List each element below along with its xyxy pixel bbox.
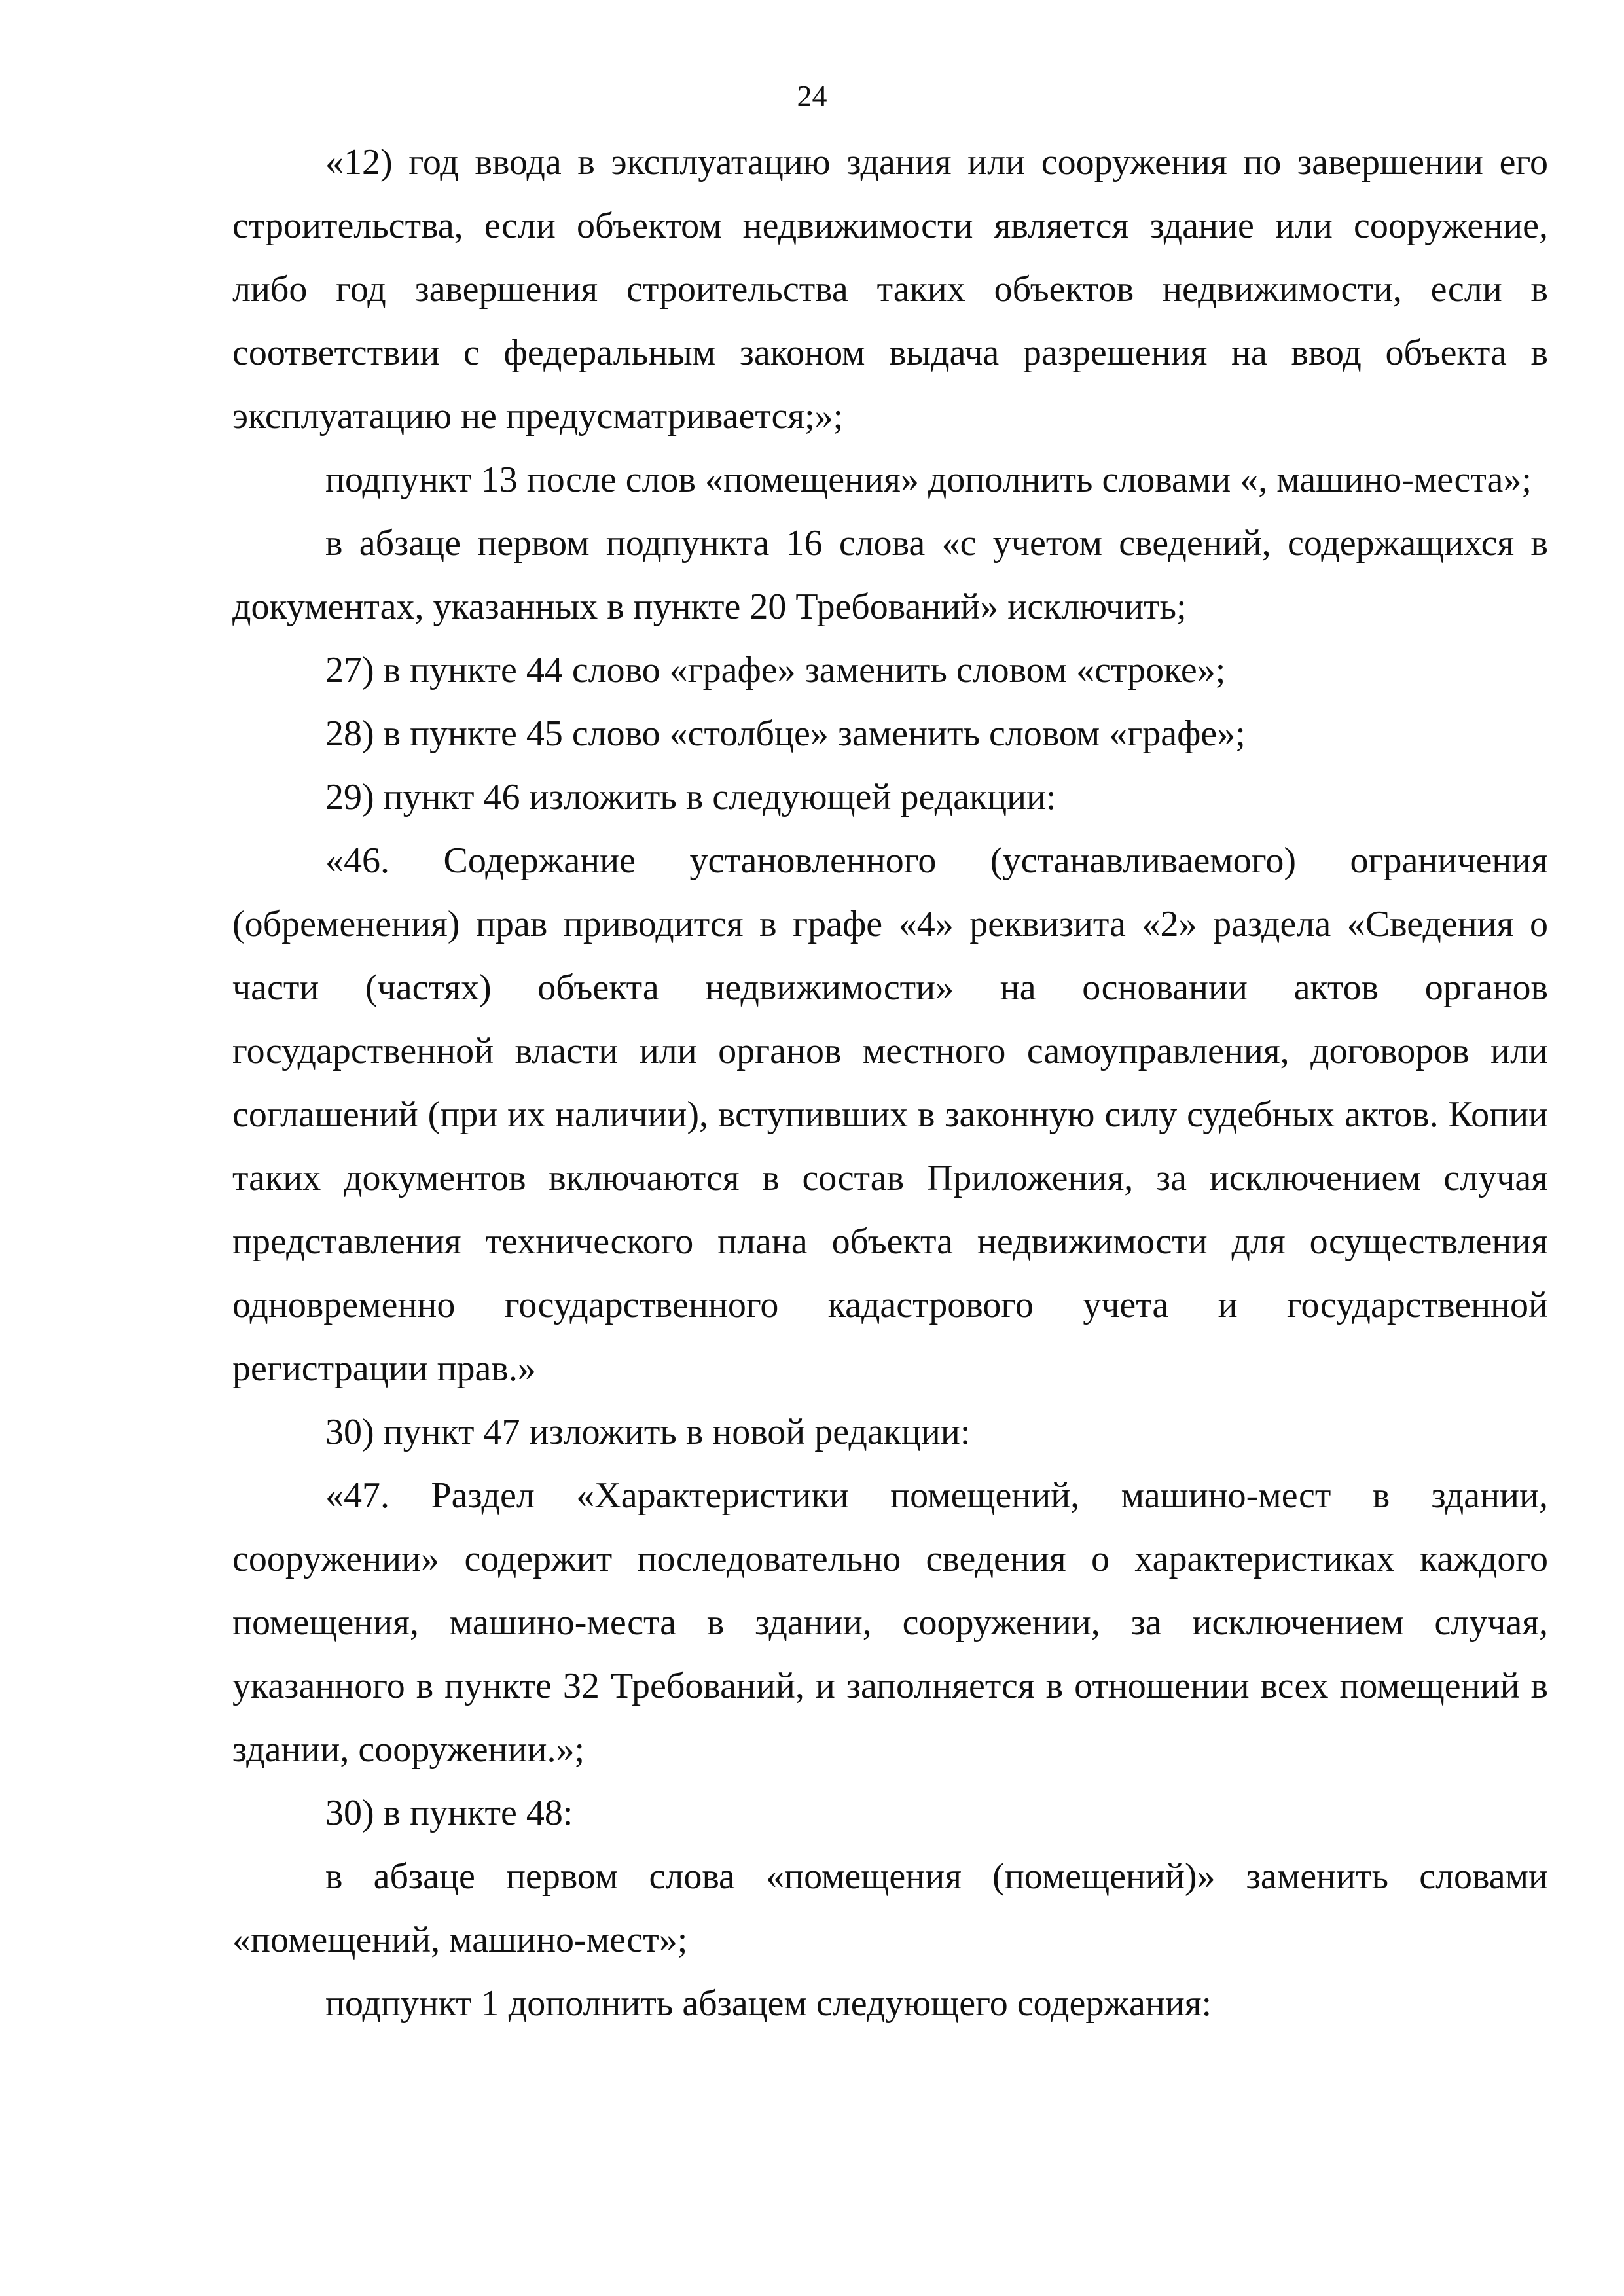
- paragraph-item-30-point-47: 30) пункт 47 изложить в новой редакции:: [325, 1412, 971, 1452]
- paragraph-item-12: «12) год ввода в эксплуатацию здания или сооружения по завершении его строительства, если объектом недвижимости является здание или сооружение, либо год завершения строительства таких объектов недвижимости, если в соответствии с федеральным законом выдача разрешения на ввод объекта в эксплуатацию не предусматривается;»;: [232, 142, 1548, 437]
- paragraph-subitem-1: подпункт 1 дополнить абзацем следующего содержания:: [325, 1983, 1212, 2024]
- paragraph-item-28: 28) в пункте 45 слово «столбце» заменить словом «графе»;: [325, 713, 1246, 754]
- paragraph-item-29: 29) пункт 46 изложить в следующей редакции:: [325, 777, 1056, 817]
- paragraph-first-abzac-48: в абзаце первом слова «помещения (помещений)» заменить словами «помещений, машино-мест»;: [232, 1856, 1548, 1960]
- paragraph-item-30-point-48: 30) в пункте 48:: [325, 1793, 573, 1833]
- paragraph-subitem-13: подпункт 13 после слов «помещения» дополнить словами «, машино-места»;: [325, 459, 1532, 500]
- document-body: [232, 131, 1548, 2036]
- paragraph-point-47: «47. Раздел «Характеристики помещений, машино-мест в здании, сооружении» содержит последовательно сведения о характеристиках каждого помещения, машино-места в здании, сооружении, за исключением случая, указанного в пункте 32 Требований, и заполняется в отношении всех помещений в здании, сооружении.»;: [232, 1475, 1548, 1770]
- paragraph-subitem-16: в абзаце первом подпункта 16 слова «с учетом сведений, содержащихся в документах, указанных в пункте 20 Требований» исключить;: [232, 523, 1548, 627]
- page-number: 24: [797, 79, 827, 113]
- paragraph-item-27: 27) в пункте 44 слово «графе» заменить словом «строке»;: [325, 650, 1226, 691]
- paragraph-point-46: «46. Содержание установленного (устанавливаемого) ограничения (обременения) прав приводится в графе «4» реквизита «2» раздела «Сведения о части (частях) объекта недвижимости» на основании актов органов государственной власти или органов местного самоуправления, договоров или соглашений (при их наличии), вступивших в законную силу судебных актов. Копии таких документов включаются в состав Приложения, за исключением случая представления технического плана объекта недвижимости для осуществления одновременно государственного кадастрового учета и государственной регистрации прав.»: [232, 840, 1548, 1389]
